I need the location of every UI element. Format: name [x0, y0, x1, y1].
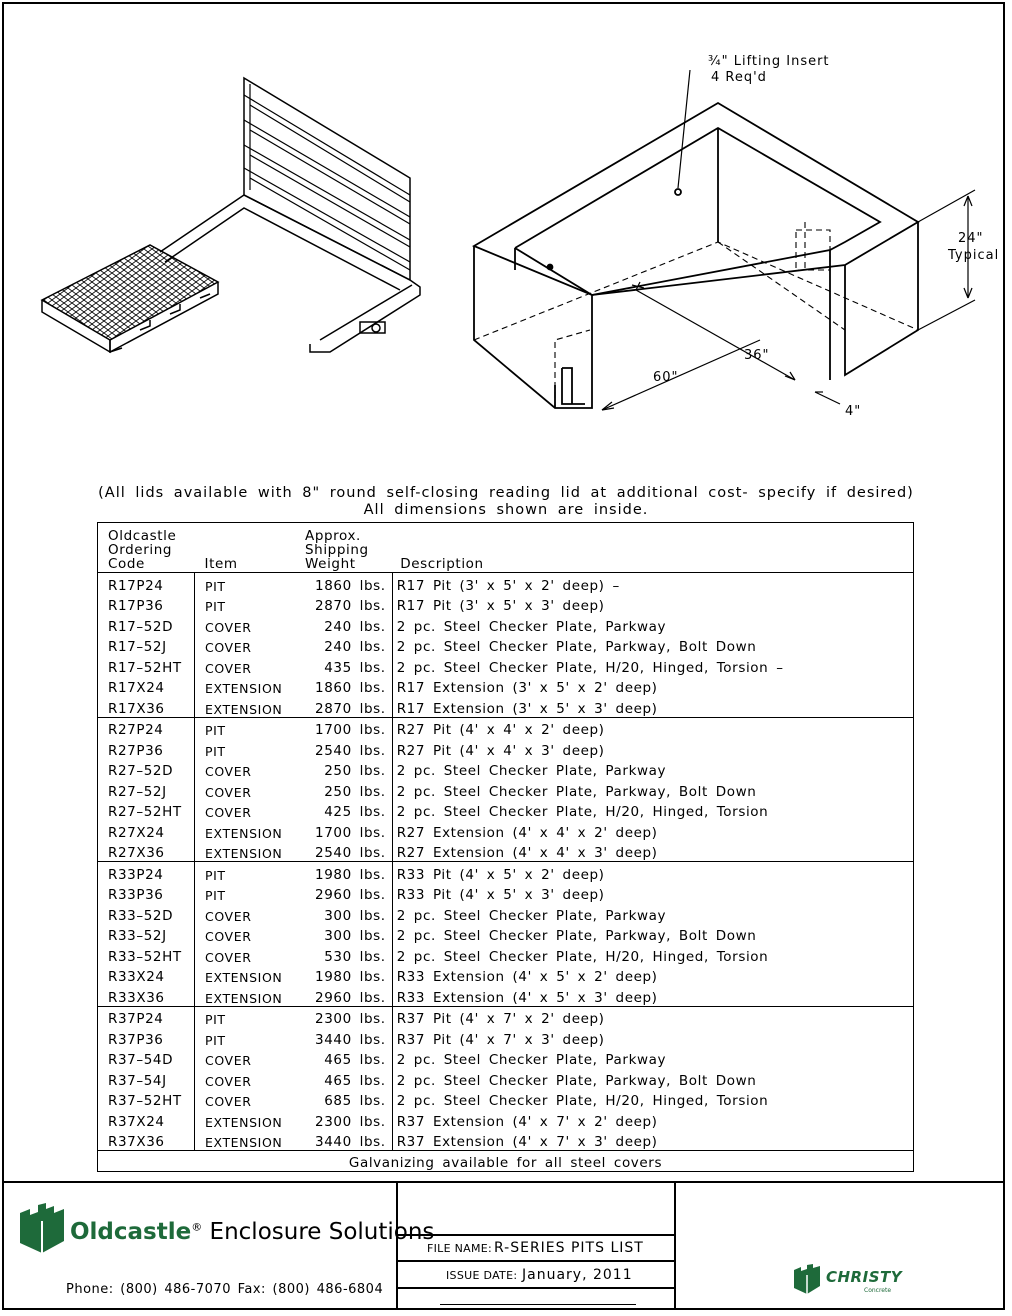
- weight-cell: 425 lbs.: [305, 800, 392, 821]
- table-row: [98, 1089, 914, 1110]
- description-cell: 2 pc. Steel Checker Plate, Parkway: [396, 618, 667, 635]
- description-cell: 2 pc. Steel Checker Plate, H/20, Hinged, Torsion –: [396, 659, 784, 676]
- item-cell: EXTENSION: [205, 1114, 283, 1130]
- cover-frame-illustration: [42, 78, 420, 352]
- item-cell: EXTENSION: [205, 846, 283, 861]
- description-cell: R33 Extension (4' x 5' x 3' deep): [396, 989, 658, 1006]
- table-row: [98, 1130, 914, 1151]
- weight-cell: 465 lbs.: [305, 1048, 392, 1069]
- weight-cell: 685 lbs.: [305, 1089, 392, 1110]
- item-cell: EXTENSION: [205, 701, 283, 717]
- title-block-underline: [440, 1304, 636, 1305]
- weight-cell: 1980 lbs.: [305, 862, 392, 883]
- description-cell: R37 Pit (4' x 7' x 2' deep): [392, 1006, 913, 1027]
- item-cell: COVER: [205, 660, 252, 676]
- weight-cell: 250 lbs.: [305, 779, 392, 800]
- order-code-cell: R27P36: [98, 738, 195, 759]
- item-cell: PIT: [195, 1006, 306, 1027]
- table-row: [98, 696, 914, 717]
- item-cell: COVER: [205, 929, 252, 944]
- dim-36-label: 36": [744, 348, 770, 363]
- issue-date-label: ISSUE DATE:: [446, 1269, 518, 1282]
- table-row: [98, 738, 914, 759]
- table-row: [98, 903, 914, 924]
- table-row: [98, 965, 914, 986]
- weight-cell: 2540 lbs.: [305, 738, 392, 759]
- table-header: [98, 523, 914, 573]
- order-code-cell: R17P36: [98, 594, 195, 615]
- order-code-cell: R17X24: [98, 676, 195, 697]
- title-block-divider-2: [674, 1181, 676, 1310]
- weight-cell: 530 lbs.: [305, 944, 392, 965]
- order-code-cell: R37–52HT: [98, 1089, 195, 1110]
- item-cell: PIT: [205, 1032, 226, 1048]
- brand-name: Oldcastle® Enclosure Solutions: [70, 1219, 435, 1245]
- table-row: [98, 635, 914, 656]
- order-code-cell: R27X24: [98, 820, 195, 841]
- description-cell: 2 pc. Steel Checker Plate, Parkway, Bolt Down: [396, 783, 757, 800]
- item-cell: PIT: [205, 888, 226, 903]
- table-row: [98, 944, 914, 965]
- description-cell: R37 Extension (4' x 7' x 2' deep): [396, 1113, 658, 1130]
- order-code-cell: R27P24: [98, 717, 195, 738]
- weight-cell: 300 lbs.: [305, 924, 392, 945]
- issue-date-value: January, 2011: [522, 1267, 633, 1283]
- table-row: [98, 717, 914, 738]
- weight-cell: 465 lbs.: [305, 1068, 392, 1089]
- description-cell: R17 Pit (3' x 5' x 2' deep) –: [392, 573, 913, 594]
- weight-cell: 250 lbs.: [305, 759, 392, 780]
- lifting-insert-label-2: 4 Req'd: [711, 70, 767, 85]
- phone-fax: Phone: (800) 486-7070 Fax: (800) 486-6804: [66, 1282, 384, 1297]
- table-row: [98, 924, 914, 945]
- item-cell: EXTENSION: [205, 825, 283, 841]
- title-block-row-line-1: [396, 1234, 675, 1236]
- order-code-cell: R27X36: [98, 841, 195, 862]
- weight-cell: 300 lbs.: [305, 903, 392, 924]
- table-row: [98, 1109, 914, 1130]
- item-cell: EXTENSION: [205, 1135, 283, 1150]
- item-cell: COVER: [205, 640, 252, 655]
- order-code-cell: R33P24: [98, 862, 195, 883]
- order-code-cell: R17–52D: [98, 614, 195, 635]
- item-cell: COVER: [205, 949, 252, 965]
- table-row: [98, 841, 914, 862]
- description-cell: R33 Pit (4' x 5' x 2' deep): [392, 862, 913, 883]
- item-cell: COVER: [205, 784, 252, 800]
- dim-60-label: 60": [653, 370, 679, 385]
- table-row: [98, 883, 914, 904]
- weight-cell: 2300 lbs.: [305, 1109, 392, 1130]
- dimension-note: All dimensions shown are inside.: [363, 502, 649, 518]
- description-cell: 2 pc. Steel Checker Plate, Parkway: [396, 763, 667, 779]
- order-code-cell: R27–52J: [98, 779, 195, 800]
- item-cell: COVER: [205, 1073, 252, 1089]
- table-row: [98, 985, 914, 1006]
- description-cell: 2 pc. Steel Checker Plate, Parkway, Bolt Down: [396, 639, 757, 655]
- lifting-insert-label-1: ¾" Lifting Insert: [708, 54, 830, 69]
- description-cell: 2 pc. Steel Checker Plate, H/20, Hinged, Torsion: [396, 948, 769, 965]
- table-row: [98, 862, 914, 883]
- height-dim-label-1: 24": [958, 231, 984, 246]
- order-code-cell: R17P24: [98, 573, 195, 594]
- christy-brand: CHRISTY: [826, 1268, 903, 1286]
- file-name-value: R-SERIES PITS LIST: [494, 1240, 644, 1256]
- table-row: [98, 779, 914, 800]
- description-cell: R27 Extension (4' x 4' x 2' deep): [396, 824, 658, 841]
- title-block-row-line-3: [396, 1287, 675, 1289]
- weight-cell: 2870 lbs.: [305, 594, 392, 615]
- item-cell: COVER: [205, 908, 252, 924]
- table-row: [98, 573, 914, 594]
- description-cell: 2 pc. Steel Checker Plate, H/20, Hinged, Torsion: [396, 804, 769, 820]
- description-cell: R17 Extension (3' x 5' x 3' deep): [396, 700, 658, 717]
- height-dim-label-2: Typical: [948, 248, 1000, 263]
- weight-cell: 1700 lbs.: [305, 820, 392, 841]
- header-item: Item: [204, 556, 238, 572]
- order-code-cell: R37–54D: [98, 1048, 195, 1069]
- oldcastle-logo-icon: [18, 1203, 66, 1253]
- table-row: [98, 820, 914, 841]
- table-row: [98, 759, 914, 780]
- table-row: [98, 1027, 914, 1048]
- item-cell: EXTENSION: [205, 990, 283, 1006]
- table-row: [98, 1068, 914, 1089]
- order-code-cell: R27–52D: [98, 759, 195, 780]
- item-cell: PIT: [195, 573, 306, 594]
- item-cell: EXTENSION: [205, 970, 283, 985]
- order-code-cell: R27–52HT: [98, 800, 195, 821]
- item-cell: PIT: [195, 862, 306, 883]
- order-code-cell: R37X24: [98, 1109, 195, 1130]
- lid-note: (All lids available with 8" round self-closing reading lid at additional cost- specify if desired): [98, 485, 914, 501]
- description-cell: 2 pc. Steel Checker Plate, Parkway: [396, 1052, 667, 1068]
- order-code-cell: R17–52J: [98, 635, 195, 656]
- order-code-cell: R33X36: [98, 985, 195, 1006]
- weight-cell: 1860 lbs.: [305, 573, 392, 594]
- order-code-cell: R17X36: [98, 696, 195, 717]
- description-cell: R37 Extension (4' x 7' x 3' deep): [396, 1134, 658, 1150]
- christy-logo-icon: [793, 1264, 821, 1294]
- table-row: [98, 676, 914, 697]
- table-row: [98, 1006, 914, 1027]
- order-code-cell: R33–52D: [98, 903, 195, 924]
- description-cell: 2 pc. Steel Checker Plate, H/20, Hinged, Torsion: [396, 1093, 769, 1109]
- weight-cell: 2960 lbs.: [305, 883, 392, 904]
- weight-cell: 435 lbs.: [305, 655, 392, 676]
- file-name-label: FILE NAME:: [427, 1242, 493, 1255]
- table-row: [98, 614, 914, 635]
- weight-cell: 2870 lbs.: [305, 696, 392, 717]
- header-weight: Approx. Shipping Weight: [305, 528, 369, 572]
- header-code: Oldcastle Ordering Code: [108, 528, 177, 572]
- table-footer-row: [98, 1151, 914, 1172]
- description-cell: 2 pc. Steel Checker Plate, Parkway, Bolt Down: [396, 1072, 757, 1089]
- order-code-cell: R33X24: [98, 965, 195, 986]
- item-cell: COVER: [205, 1053, 252, 1068]
- weight-cell: 2300 lbs.: [305, 1006, 392, 1027]
- order-code-cell: R37X36: [98, 1130, 195, 1151]
- order-code-cell: R33–52J: [98, 924, 195, 945]
- item-cell: COVER: [205, 1094, 252, 1109]
- item-cell: COVER: [205, 619, 252, 635]
- item-cell: COVER: [205, 805, 252, 820]
- table-row: [98, 594, 914, 615]
- order-code-cell: R37P24: [98, 1006, 195, 1027]
- weight-cell: 3440 lbs.: [305, 1130, 392, 1151]
- description-cell: R33 Extension (4' x 5' x 2' deep): [396, 969, 658, 985]
- item-cell: PIT: [195, 717, 306, 738]
- description-cell: R17 Extension (3' x 5' x 2' deep): [396, 680, 658, 696]
- description-cell: R27 Pit (4' x 4' x 2' deep): [392, 717, 913, 738]
- weight-cell: 1700 lbs.: [305, 717, 392, 738]
- order-code-cell: R37P36: [98, 1027, 195, 1048]
- table-row: [98, 1048, 914, 1069]
- description-cell: R27 Pit (4' x 4' x 3' deep): [396, 742, 605, 759]
- item-cell: PIT: [205, 743, 226, 759]
- description-cell: R37 Pit (4' x 7' x 3' deep): [396, 1031, 605, 1048]
- header-description: Description: [400, 556, 484, 572]
- item-cell: PIT: [205, 599, 226, 614]
- description-cell: R33 Pit (4' x 5' x 3' deep): [396, 887, 605, 903]
- title-block-divider-1: [396, 1181, 398, 1310]
- order-code-cell: R33P36: [98, 883, 195, 904]
- item-cell: EXTENSION: [205, 681, 283, 696]
- weight-cell: 3440 lbs.: [305, 1027, 392, 1048]
- description-cell: R27 Extension (4' x 4' x 3' deep): [396, 845, 658, 861]
- title-block-top-line: [2, 1181, 1005, 1183]
- weight-cell: 1860 lbs.: [305, 676, 392, 697]
- title-block-row-line-2: [396, 1260, 675, 1262]
- dim-4-label: 4": [845, 404, 862, 419]
- weight-cell: 2960 lbs.: [305, 985, 392, 1006]
- table-row: [98, 800, 914, 821]
- pits-table: [97, 522, 914, 1172]
- table-row: [98, 655, 914, 676]
- galvanizing-note: Galvanizing available for all steel covers: [98, 1151, 914, 1172]
- item-cell: COVER: [205, 764, 252, 779]
- description-cell: 2 pc. Steel Checker Plate, Parkway, Bolt Down: [396, 928, 757, 944]
- description-cell: R17 Pit (3' x 5' x 3' deep): [396, 598, 605, 614]
- order-code-cell: R17–52HT: [98, 655, 195, 676]
- christy-sub: Concrete: [864, 1287, 892, 1294]
- weight-cell: 240 lbs.: [305, 614, 392, 635]
- pit-illustration: [474, 70, 975, 410]
- order-code-cell: R37–54J: [98, 1068, 195, 1089]
- order-code-cell: R33–52HT: [98, 944, 195, 965]
- weight-cell: 2540 lbs.: [305, 841, 392, 862]
- weight-cell: 1980 lbs.: [305, 965, 392, 986]
- weight-cell: 240 lbs.: [305, 635, 392, 656]
- drawing-area: [0, 0, 1012, 470]
- description-cell: 2 pc. Steel Checker Plate, Parkway: [396, 907, 667, 924]
